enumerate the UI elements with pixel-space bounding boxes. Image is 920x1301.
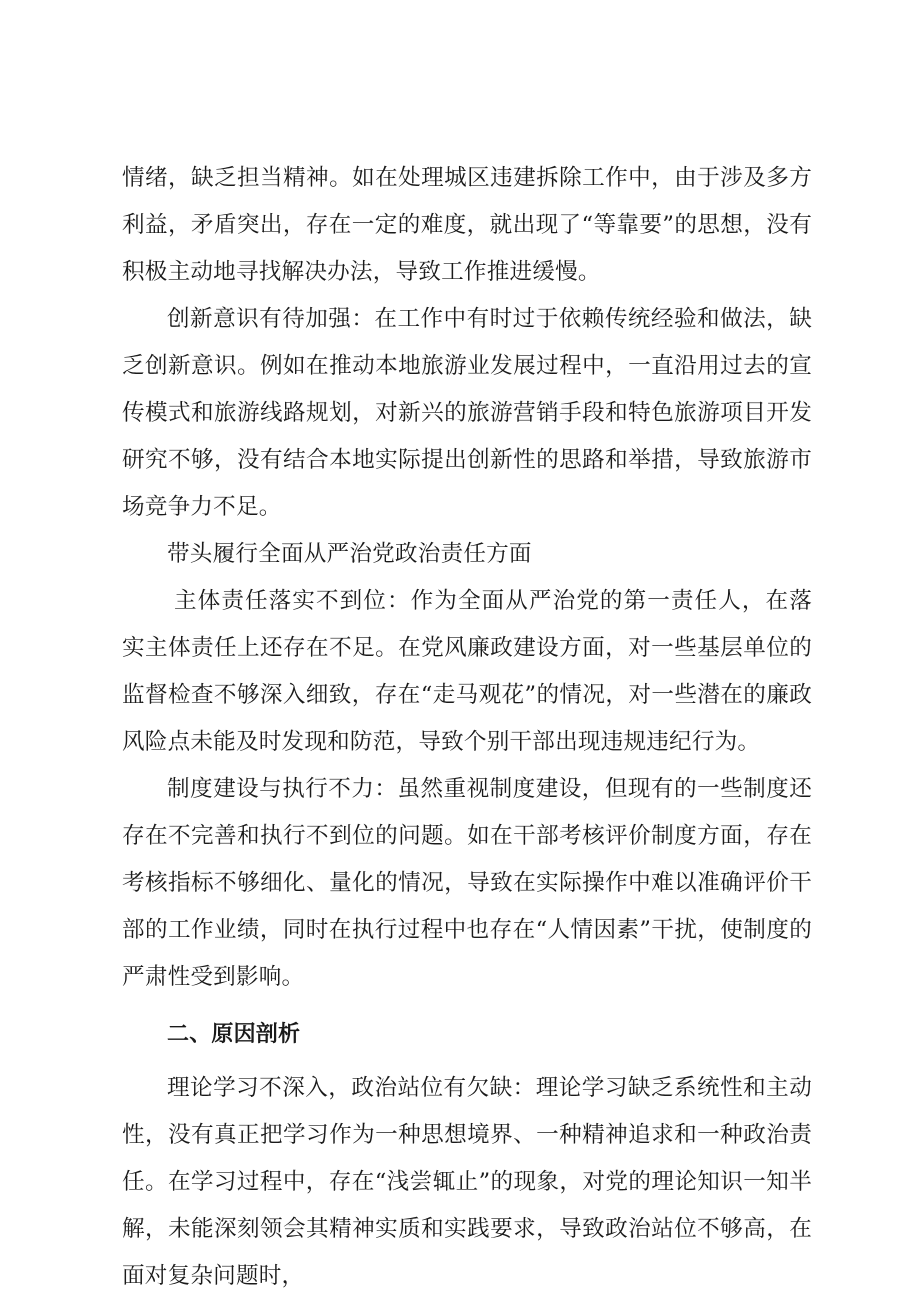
paragraph-system-building: 制度建设与执行不力：虽然重视制度建设，但现有的一些制度还存在不完善和执行不到位的问题。如在干部考核评价制度方面，存在考核指标不够细化、量化的情况，导致在实际操作中难以准确评价干部的工作业绩，同时在执行过程中也存在“人情因素”干扰，使制度的严肃性受到影响。 (122, 776, 812, 990)
section-subheading-party-governance: 带头履行全面从严治党政治责任方面 (167, 541, 532, 567)
paragraph-main-responsibility: 主体责任落实不到位：作为全面从严治党的第一责任人，在落实主体责任上还存在不足。在党风廉政建设方面，对一些基层单位的监督检查不够深入细致，存在“走马观花”的情况，对一些潜在的廉政风险点未能及时发现和防范，导致个别干部出现违规违纪行为。 (122, 588, 812, 755)
paragraph-continuation: 情绪，缺乏担当精神。如在处理城区违建拆除工作中，由于涉及多方利益，矛盾突出，存在一定的难度，就出现了“等靠要”的思想，没有积极主动地寻找解决办法，导致工作推进缓慢。 (122, 165, 812, 285)
section-heading-cause-analysis: 二、原因剖析 (167, 1022, 301, 1047)
document-body (122, 155, 812, 1300)
paragraph-innovation-awareness: 创新意识有待加强：在工作中有时过于依赖传统经验和做法，缺乏创新意识。例如在推动本地旅游业发展过程中，一直沿用过去的宣传模式和旅游线路规划，对新兴的旅游营销手段和特色旅游项目开发研究不够，没有结合本地实际提出创新性的思路和举措，导致旅游市场竞争力不足。 (122, 306, 812, 520)
paragraph-theory-study: 理论学习不深入，政治站位有欠缺：理论学习缺乏系统性和主动性，没有真正把学习作为一种思想境界、一种精神追求和一种政治责任。在学习过程中，存在“浅尝辄止”的现象，对党的理论知识一知半解，未能深刻领会其精神实质和实践要求，导致政治站位不够高，在面对复杂问题时， (122, 1075, 812, 1289)
